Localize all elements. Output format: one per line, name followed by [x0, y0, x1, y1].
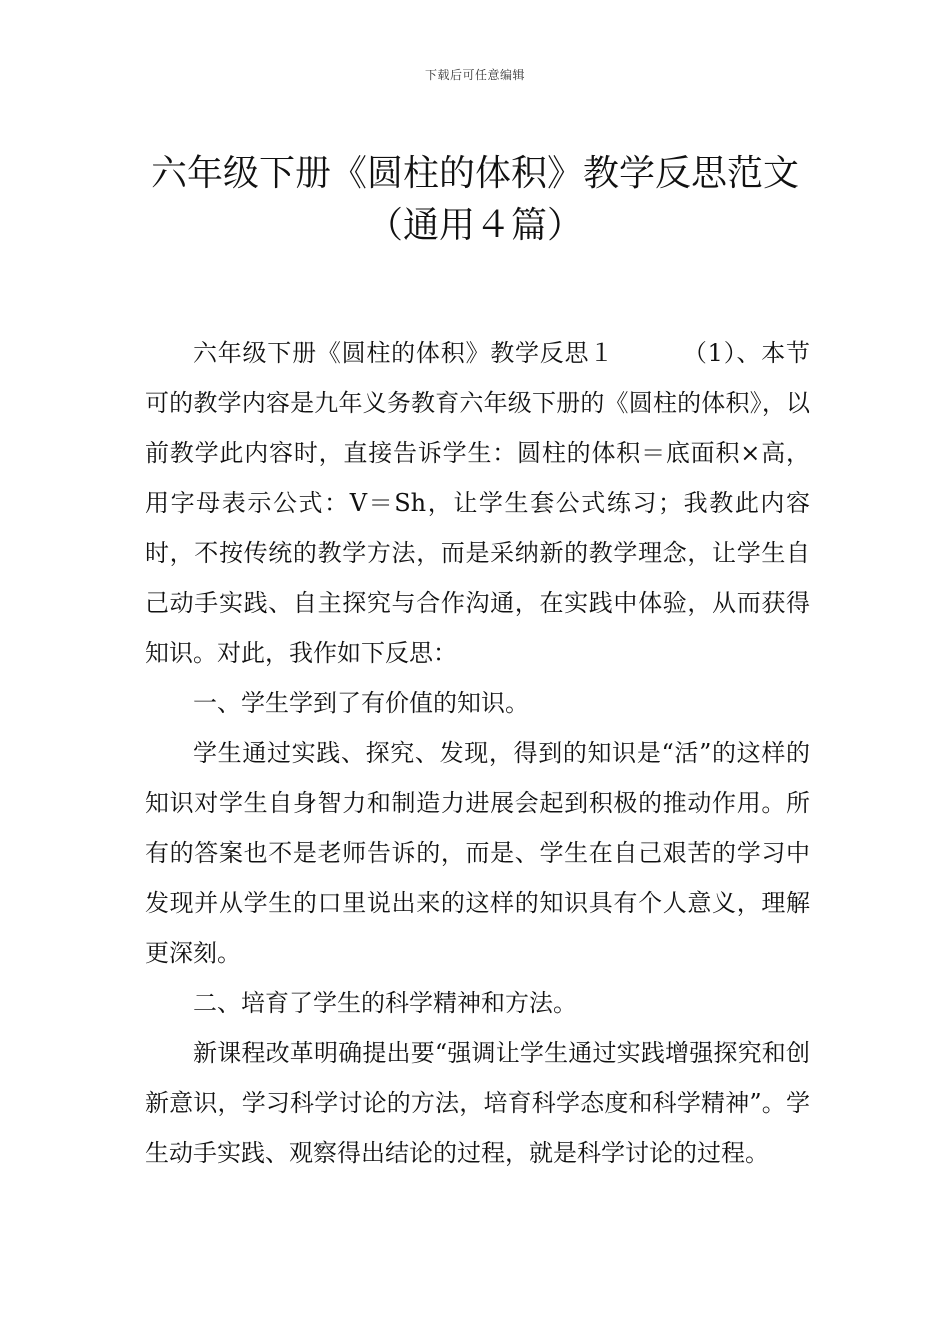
title-line-2: （通用４篇） [366, 205, 583, 247]
title-line-1: 六年级下册《圆柱的体积》教学反思范文 [150, 153, 799, 195]
point-1-paragraph: 学生通过实践、探究、发现，得到的知识是“活”的这样的知识对学生自身智力和制造力进展会起到积极的推动作用。所有的答案也不是老师告诉的，而是、学生在自己艰苦的学习中发现并从学生的口里说出来的这样的知识具有个人意义，理解更深刻。 [145, 739, 810, 967]
document-title [75, 148, 875, 252]
document-body [145, 328, 810, 1178]
point-2-paragraph: 新课程改革明确提出要“强调让学生通过实践增强探究和创新意识，学习科学讨论的方法，培育科学态度和科学精神”。学生动手实践、观察得出结论的过程，就是科学讨论的过程。 [145, 1039, 810, 1167]
intro-paragraph [145, 328, 810, 678]
intro-heading: 六年级下册《圆柱的体积》教学反思１ [193, 339, 615, 367]
header-note: 下载后可任意编辑 [424, 68, 525, 82]
intro-marker: （1）、本 [682, 339, 787, 367]
intro-text: 节可的教学内容是九年义务教育六年级下册的《圆柱的体积》，以前教学此内容时，直接告诉学生：圆柱的体积＝底面积×高，用字母表示公式：V＝Sh，让学生套公式练习；我教此内容时，不按传统的教学方法，而是采纳新的教学理念，让学生自己动手实践、自主探究与合作沟通，在实践中体验，从而获得知识。对此，我作如下反思： [145, 339, 811, 667]
point-2-heading: 二、培育了学生的科学精神和方法。 [193, 989, 577, 1017]
point-1-heading: 一、学生学到了有价值的知识。 [193, 689, 529, 717]
